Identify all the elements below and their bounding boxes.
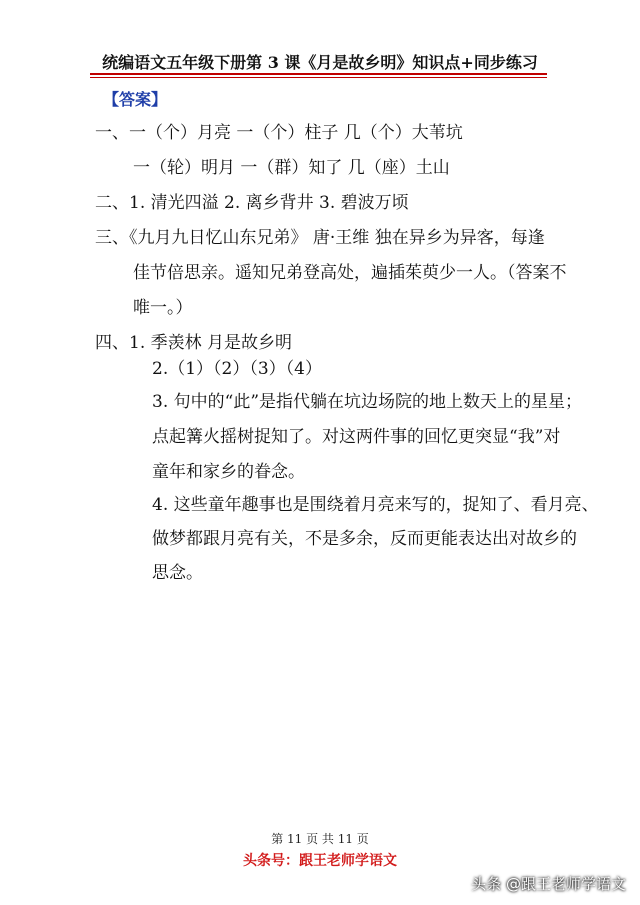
answer-line-8: 2.（1）（2）（3）（4） bbox=[152, 359, 322, 379]
page-number: 第 11 页 共 11 页 bbox=[271, 832, 369, 846]
answer-label: 【答案】 bbox=[103, 90, 168, 109]
answer-line-1: 一、一（个）月亮 一（个）柱子 几（个）大苇坑 bbox=[95, 123, 463, 143]
page-header-title: 统编语文五年级下册第 3 课《月是故乡明》知识点+同步练习 bbox=[102, 53, 538, 72]
header-divider-thin bbox=[90, 77, 547, 78]
answer-line-3: 二、1. 清光四溢 2. 离乡背井 3. 碧波万顷 bbox=[95, 193, 409, 213]
answer-line-2: 一（轮）明月 一（群）知了 几（座）土山 bbox=[133, 158, 450, 178]
answer-line-10: 点起篝火摇树捉知了。对这两件事的回忆更突显“我”对 bbox=[152, 427, 561, 447]
answer-line-4: 三、《九月九日忆山东兄弟》 唐·王维 独在异乡为异客，每逢 bbox=[95, 228, 545, 248]
answer-line-12: 4. 这些童年趣事也是围绕着月亮来写的，捉知了、看月亮、 bbox=[152, 495, 599, 515]
watermark: 头条 @跟王老师学语文 bbox=[471, 875, 626, 893]
answer-line-7: 四、1. 季羡林 月是故乡明 bbox=[95, 333, 293, 353]
answer-line-9: 3. 句中的“此”是指代躺在坑边场院的地上数天上的星星； bbox=[152, 392, 583, 412]
answer-line-14: 思念。 bbox=[152, 563, 203, 583]
answer-line-5: 佳节倍思亲。遥知兄弟登高处，遍插茱萸少一人。（答案不 bbox=[133, 263, 567, 283]
header-divider bbox=[90, 73, 547, 75]
answer-line-6: 唯一。） bbox=[133, 298, 193, 318]
answer-line-13: 做梦都跟月亮有关，不是多余，反而更能表达出对故乡的 bbox=[152, 529, 577, 549]
footer-brand: 头条号：跟王老师学语文 bbox=[243, 853, 397, 869]
answer-line-11: 童年和家乡的眷念。 bbox=[152, 462, 305, 482]
